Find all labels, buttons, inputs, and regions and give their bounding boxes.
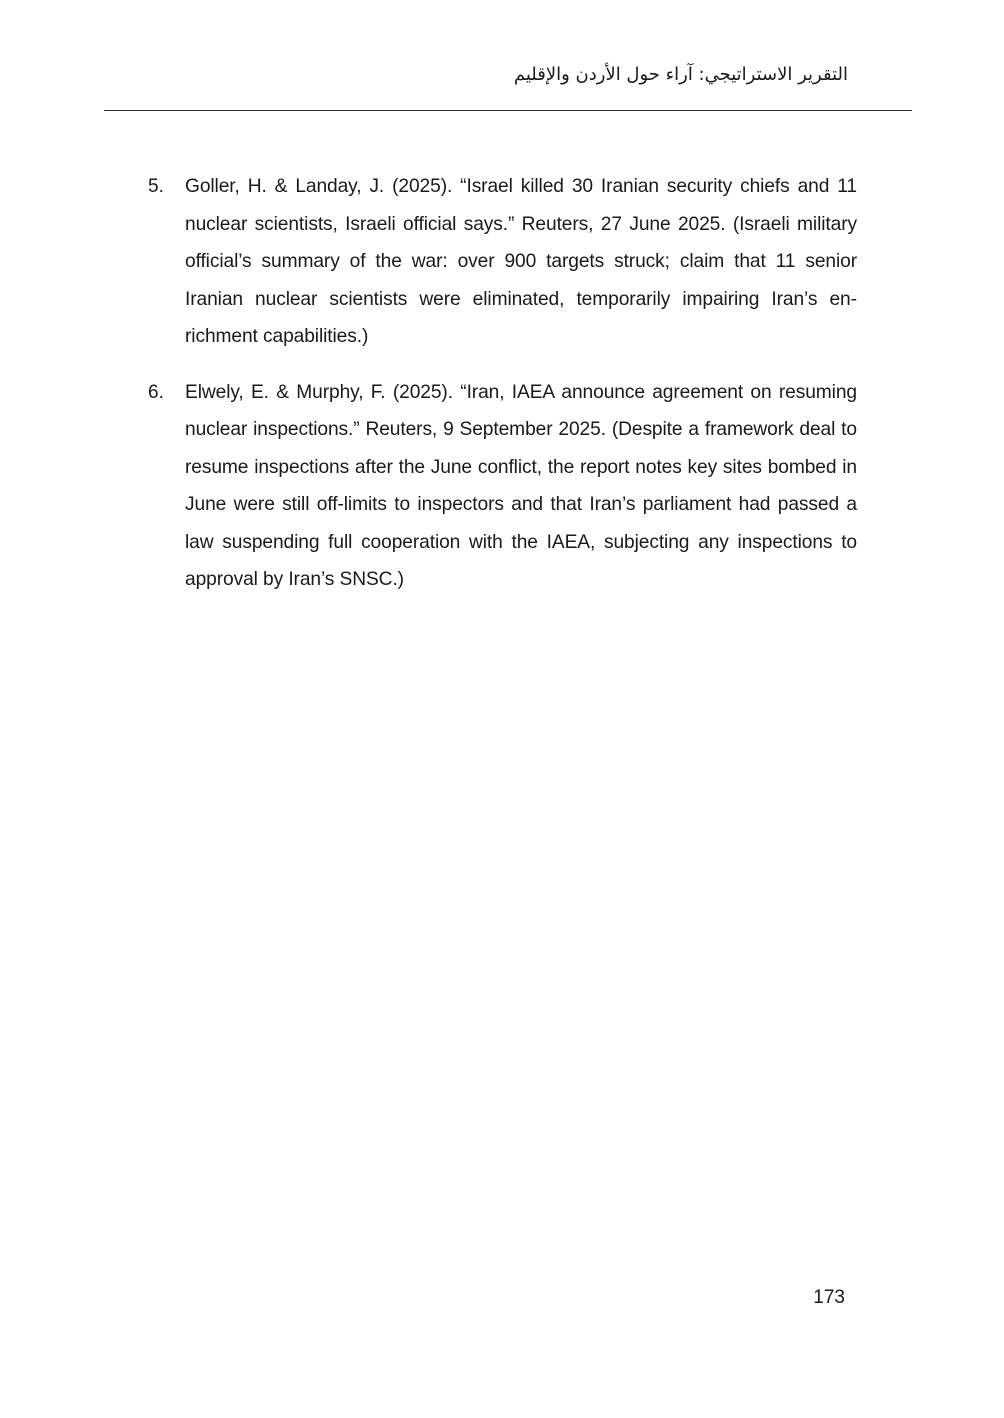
reference-text: Elwely, E. & Murphy, F. (2025). “Iran, IAEA announce agreement on resuming nuclear inspections.” Reuters, 9 September 2025. (Despite a framework deal to resume inspections after the June conflict, the report notes key sites bombed in June were still off-limits to inspectors and that Iran’s parliament had passed a law suspending full cooperation with the IAEA, subjecting any inspections to approval by Iran’s SNSC.) (185, 381, 857, 590)
reference-number: 6. (148, 381, 164, 403)
running-header-title: التقرير الاستراتيجي: آراء حول الأردن والإقليم (513, 64, 848, 85)
reference-item (148, 374, 857, 599)
page-number: 173 (813, 1287, 845, 1308)
reference-number: 5. (148, 176, 164, 197)
reference-list (148, 168, 857, 617)
reference-text: Goller, H. & Landay, J. (2025). “Israel killed 30 Iranian security chiefs and 11 nuclear scientists, Israeli official says.” Reuters, 27 June 2025. (Israeli military official’s summary of the war: over 900 targets struck; claim that 11 senior Iranian nuclear scientists were eliminated, temporarily impairing Iran’s enrichment capabilities.) (185, 176, 857, 347)
header-divider (104, 110, 912, 111)
reference-item (148, 168, 857, 356)
